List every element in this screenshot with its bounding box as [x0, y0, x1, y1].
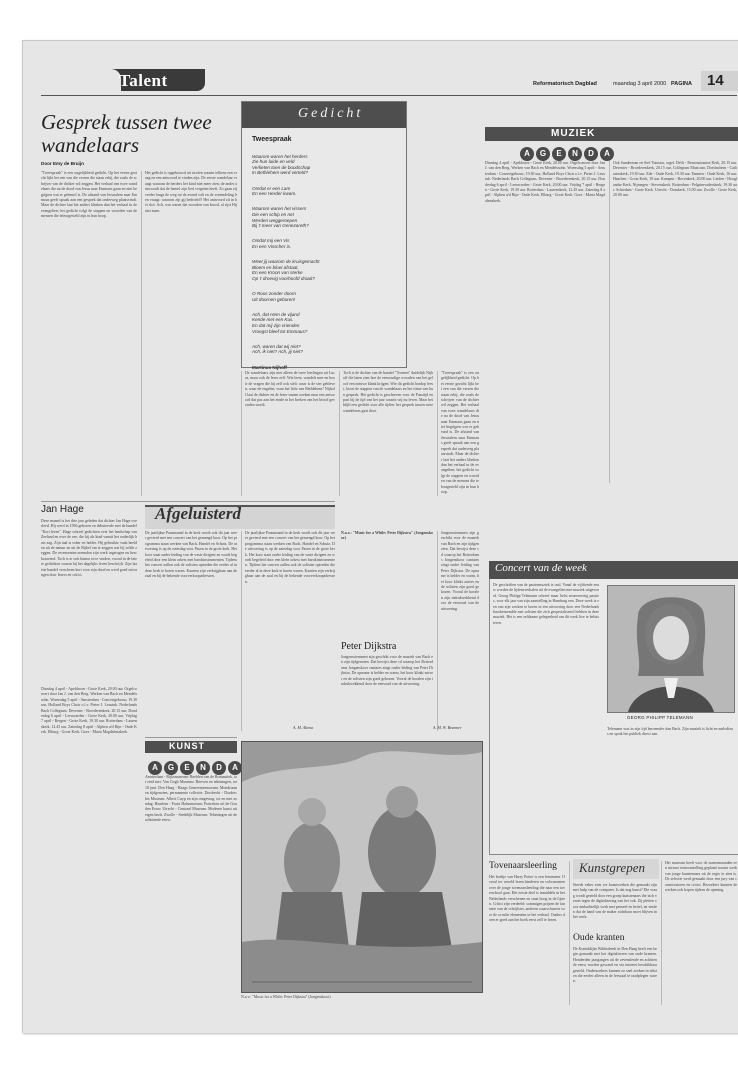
- poem-stanza: O Roos zonder doorn Uit doornen geboren!: [252, 291, 296, 302]
- agenda-letter: D: [584, 147, 598, 161]
- section-title: Talent: [119, 71, 168, 90]
- poem-author: Martinus Nijhoff: [252, 364, 287, 370]
- poem-stanza: Ach, dat Hem de vijand Kende met een Kus. En dat mij zijn vrienden Vroegst bleef tot Emmaus?: [252, 311, 308, 334]
- kunst-title: KUNST: [169, 741, 205, 751]
- right-bottom-body: Het museum heeft voor de zomermaanden een nieuwe tentoonstelling gepland waarin werk van jonge kunstenaars uit de regio te zien is. De selectie werd gemaakt door een jury van conservatoren en critici. Bezoekers kunnen de werken ook kopen tijdens de opening.: [665, 861, 737, 893]
- muziek-agenda-letters: [519, 143, 615, 161]
- agenda-letter: E: [180, 761, 194, 775]
- engraving-illustration: [241, 741, 483, 993]
- jan-hage-title: Jan Hage: [41, 504, 84, 515]
- oude-kranten-body: De Koninklijke Bibliotheek in Den Haag heeft een begin gemaakt met het digitaliseren van oude kranten. Honderden jaargangen uit de zeventiende en achttiende eeuw worden gescand en via internet beschikbaar gesteld. Onderzoekers kunnen zo snel zoeken in teksten die eerder alleen in de leeszaal te raadplegen waren.: [573, 947, 657, 984]
- kunstgrepen-title: Kunstgrepen: [579, 860, 645, 875]
- column-rule: [241, 371, 242, 496]
- poem-box-title: Gedicht: [298, 106, 364, 121]
- jan-hage-body-2: Dinsdag 4 april - Apeldoorn - Grote Kerk, 20.00 uur. Orgelconcert door Jan J. van den Berg. Werken van Bach en Mendelssohn. Woensdag 5 april - Amsterdam - Concertgebouw, 19.30 uur, Holland Boys Choir o.l.v. Pieter J. Leusink. Nederlands Bach Collegium. Deventer - Broederenkerk, 20.15 uur. Donderdag 6 april - Leeuwarden - Grote Kerk, 20.00 uur. Vrijdag 7 april - Bergen - Grote Kerk, 19.30 uur. Rotterdam - Laurenskerk, 12.45 uur. Zaterdag 8 april - Alphen a/d Rijn - Oude Kerk. Elburg - Grote Kerk. Goes - Maria Magdalenakerk.: [41, 687, 137, 735]
- poem-stanza: Ach, waren dat wij niet? Ach, ik niet? Ach, jij niet?: [252, 343, 303, 355]
- center-article-col: "Tweespraak" is een ongelijkheid gedicht. Op het eerste gezicht lijkt het een van die versen die staan erbij, die zoals de schrijver van de dichter wil zeggen. Het verhaal van twee wandelaars die na de dood van Jezus naar Emmaus gaan en niet begrijpen wat er gebeurd is. De afstand van Jeruzalem naar Emmaus geeft spraak aan een gesprek dat onderweg plaatsvindt. Maar de dichter laat het anders klinken dan het verhaal in de evangelien; het gedicht volgt de stappen en woorden van de mensen die teleurgesteld zijn in hun hoop.: [441, 371, 479, 494]
- muziek-band: [485, 127, 738, 141]
- agenda-letter: A: [520, 147, 534, 161]
- main-article-col-4: Toch is de dichter van de bundel "Vormen" duidelijk Nijhoff die laten zien hoe de eenvoudige woorden van het geloof een nieuwe klank krijgen. Wie dit gedicht hardop leest, hoort de stappen van de wandelaars en het ritme van hun gesprek. Het gedicht is geschreven voor de Paastijd en past bij de tijd van het jaar waarin wij nu leven. Maar het blijft een gedicht voor alle tijden: het gesprek tussen twee wandelaars gaat door.: [343, 371, 433, 413]
- engraving-svg: [242, 742, 482, 992]
- page-number: 14: [707, 72, 724, 89]
- main-article-byline: Door Emy de Bruijn: [41, 161, 84, 166]
- date-label: maandag 3 april 2000: [613, 81, 667, 87]
- muziek-title: MUZIEK: [551, 128, 596, 139]
- page-label: PAGINA: [671, 81, 692, 87]
- tovenaarsleerling-title: Tovenaarsleerling: [489, 861, 557, 871]
- peter-dijkstra-title: Peter Dijkstra: [341, 641, 397, 652]
- kunst-body: Amsterdam - Rijksmuseum: Beelden van de Romantiek, tot eind mei. Van Gogh Museum: Brieven en tekeningen, tot 18 juni. Den Haag - Haags Gemeentemuseum: Mondriaan en tijdgenoten, permanente collectie. Dordrecht - Dordrechts Museum: Albert Cuyp en zijn omgeving, tot en met zondag. Haarlem - Frans Halsmuseum: Portretten uit de Gouden Eeuw. Utrecht - Centraal Museum: Moderne kunst uit eigen bezit. Zwolle - Stedelijk Museum: Tekeningen uit de achttiende eeuw.: [145, 775, 237, 823]
- agenda-letter: D: [212, 761, 226, 775]
- agenda-letter: E: [552, 147, 566, 161]
- peter-dijkstra-signature: A. M. W. Bezemer: [433, 725, 462, 730]
- muziek-col-1: Dinsdag 4 april - Apeldoorn - Grote Kerk, 20.00 uur. Orgelconcert door Jan J. van den Berg. Werken van Bach en Mendelssohn. Woensdag 5 april - Amsterdam - Concertgebouw, 19.30 uur, Holland Boys Choir o.l.v. Pieter J. Leusink. Nederlands Bach Collegium. Deventer - Broederenkerk, 20.15 uur. Donderdag 6 april - Leeuwarden - Grote Kerk, 20.00 uur. Vrijdag 7 april - Bergen - Grote Kerk, 19.30 uur. Rotterdam - Laurenskerk, 12.45 uur. Zaterdag 8 april - Alphen a/d Rijn - Oude Kerk. Elburg - Grote Kerk. Goes - Maria Magdalenakerk.: [485, 161, 605, 203]
- agenda-letter: A: [228, 761, 242, 775]
- column-rule: [241, 531, 242, 731]
- main-article-title: Gesprek tussen twee wandelaars: [41, 110, 212, 157]
- agenda-letter: N: [568, 147, 582, 161]
- peter-dijkstra-body: Jongensstemmen zijn geschikt voor de muziek van Bach en zijn tijdgenoten. Dat bewijst deze cd waarop het Rotterdams Jongenskoor cantates zingt onder leiding van Peter Dijkstra. De opname is helder en warm, het koor klinkt zuiver en de solisten zijn goed gekozen. Vooral de koralen zijn indrukwekkend door de eenvoud van de uitvoering.: [341, 655, 433, 687]
- header-rule: [41, 95, 737, 96]
- column-rule: [437, 371, 438, 496]
- poem-stanza: Waarom waren het herders Zie hun luide en veld Verlieten toen de boodschap In Bethlehem werd verteld?: [252, 153, 311, 176]
- agenda-letter: G: [164, 761, 178, 775]
- agenda-letter: N: [196, 761, 210, 775]
- paper-name: Reformatorisch Dagblad: [533, 81, 597, 87]
- section-rule: [145, 501, 335, 502]
- poem-box: [241, 101, 407, 368]
- column-rule: [661, 861, 662, 1005]
- oude-kranten-title: Oude kranten: [573, 933, 625, 943]
- poem-stanzas: [252, 148, 400, 376]
- telemann-caption: GEORG PHILIPP TELEMANN: [627, 715, 693, 720]
- main-article-col-3: De wandelaars zijn niet alleen de twee leerlingen uit Lucas, maar ook de lezer zelf. Wie leest, wandelt mee en hoort de vragen die hij zelf ook stelt: waar is de ster gebleven, waar de engelen, waar het licht van Bethlehem? Nijhoff laat de dichter en de lezer samen zoeken naar een antwoord dat pas aan het einde in het breken van het brood gevonden wordt.: [245, 371, 335, 408]
- column-rule: [437, 531, 438, 731]
- main-article-col-2: Het gedicht is opgebouwd uit strofen waarin telkens een vraag en een antwoord te vinden zijn. De eerste wandelaar vraagt waarom de herders het kind niet meer zien; de ander antwoordt dat de hemel zijn lied vergeten heeft. Zo gaan zij verder langs de weg tot de avond valt en de vreemdeling hen vraagt: waarom zijt gij bedroefd? Het antwoord zit in het slot: Ach, wat waren dat woorden van brood, al rijst Hij niet meer.: [145, 171, 237, 213]
- column-rule: [141, 171, 142, 496]
- header-bar: [23, 41, 738, 97]
- telemann-portrait: [607, 585, 735, 713]
- agenda-letter: A: [600, 147, 614, 161]
- afgeluisterd-title: Afgeluisterd: [155, 504, 241, 523]
- kunst-agenda-letters: [147, 757, 243, 775]
- peter-dijkstra-col-2: Jongensstemmen zijn geschikt voor de muziek van Bach en zijn tijdgenoten. Dat bewijst deze cd waarop het Rotterdams Jongenskoor cantates zingt onder leiding van Peter Dijkstra. De opname is helder en warm, het koor klinkt zuiver en de solisten zijn goed gekozen. Vooral de koralen zijn indrukwekkend door de eenvoud van de uitvoering.: [441, 531, 479, 611]
- poem-stanza: Weet jij waarom de kruisgemacht Bloem en bloei afstaat, En een Kroon van sterke Op 't droevig voorhoofd draait?: [252, 259, 320, 281]
- jan-hage-body: Deze maand is het drie jaar geleden dat dichter Jan Hage overleed. Hij werd in 1956 geboren en debuteerde met de bundel "Kort leven". Hage schreef gedichten over het landschap van Zeeland en over de zee, die hij als kind vanuit het ouderlijk huis zag. Zijn taal is sober en helder. Hij gebruikte vaak beelden uit de natuur en uit de Bijbel om te zeggen wat hij wilde zeggen. De recensenten noemden zijn werk ingetogen en beschouwend. Toch is er ook humor in te vinden, vooral in de latere gedichten waarin hij het dagelijks leven beschrijft. Zijn laatste bundel verscheen kort voor zijn dood en werd goed ontvangen door lezers en critici.: [41, 519, 137, 578]
- poem-stanza: Omdat er een Lam En een Herder kwam.: [252, 185, 297, 197]
- muziek-col-2: Ook Sanderman en Stef Tuinstra, orgel. Delft - Remonstrantse Kerk, 20.15 uur. Deventer - Broederenkerk, 20.15 uur, Collegium Musicum. Doetinchem - Catharinakerk, 19.30 uur. Ede - Oude Kerk, 19.30 uur. Emmen - Oude Kerk, 16 uur. Haarlem - Grote Kerk, 19 uur. Kampen - Bovenkerk, 20.00 uur. Leiden - Hooglandse Kerk. Nijmegen - Stevenskerk. Rotterdam - Pelgrimvaderskerk, 19.30 uur. Schiedam - Grote Kerk. Utrecht - Domkerk, 15.00 uur. Zwolle - Grote Kerk, 20.00 uur.: [613, 161, 737, 198]
- kunstgrepen-body: Steeds vaker zien we kunstwerken die gemaakt zijn met hulp van de computer. Is dat nog kunst? Die vraag wordt gesteld door een groep kunstenaars die zich verzet tegen de digitalisering van het vak. Zij pleiten voor ambachtelijk werk met penseel en beitel, en vinden dat de hand van de maker zichtbaar moet blijven in het werk.: [573, 883, 657, 920]
- tovenaarsleerling-body: Het boekje van Harry Potter is een fenomeen. Overal ter wereld lezen kinderen en volwassenen over de jonge tovenaarsleerling die naar een toverschool gaat. Het eerste deel is inmiddels in het Nederlands verschenen en staat hoog in de lijsten. Critici zijn verdeeld: sommigen prijzen de fantasie van de schrijfster, anderen waarschuwen voor de occulte elementen in het verhaal. Ouders doen er goed aan het boek eerst zelf te lezen.: [489, 875, 565, 923]
- peter-dijkstra-intro: N.a.v.: "Music for a While: Peter Dijkstra" (Jongenskoor): [341, 531, 433, 541]
- afgeluisterd-col-2: De jaarlijkse Paasmaand in de kerk wordt ook dit jaar weer gevierd met een concert van het gemengd koor. Op het programma staan werken van Bach, Handel en Schutz. De uitvoering is op de zaterdag voor Pasen in de grote kerk. Het koor staat onder leiding van de vaste dirigent en wordt begeleid door een klein orkest met barokinstrumenten. Tijdens het concert zullen ook de solisten optreden die eerder al in deze kerk te horen waren. Kaarten zijn verkrijgbaar aan de zaal en bij de bekende voorverkoopadressen.: [245, 531, 335, 584]
- concert-body: De geschriften van de passiemuziek is oud. Vanaf de vijftiende eeuw worden de lijdensverhalen uit de evangelien met muziek uitgevoerd. Georg Philipp Telemann schreef maar liefst zesenveertig passies, voor elk jaar van zijn aanstelling in Hamburg een. Deze week is een van zijn werken te horen in een uitvoering door een Nederlands barokensemble met solisten die zich gespecialiseerd hebben in deze muziek. Het is een zeldzame gelegenheid om dit werk live te beluisteren.: [493, 583, 599, 625]
- agenda-letter: A: [148, 761, 162, 775]
- poem-title: Tweespraak: [252, 136, 292, 143]
- afgeluisterd-col-1: De jaarlijkse Paasmaand in de kerk wordt ook dit jaar weer gevierd met een concert van het gemengd koor. Op het programma staan werken van Bach, Handel en Schutz. De uitvoering is op de zaterdag voor Pasen in de grote kerk. Het koor staat onder leiding van de vaste dirigent en wordt begeleid door een klein orkest met barokinstrumenten. Tijdens het concert zullen ook de solisten optreden die eerder al in deze kerk te horen waren. Kaarten zijn verkrijgbaar aan de zaal en bij de bekende voorverkoopadressen.: [145, 531, 237, 579]
- column-rule: [569, 861, 570, 1005]
- poem-stanza: Waarom waren het vissers Die een schip en net Werden weggeroepen Bij 't meer van Genezareth?: [252, 206, 309, 229]
- engraving-caption: N.a.v.: "Music for a While: Peter Dijkstra" (Jongenskoor): [241, 995, 331, 999]
- afgeluisterd-signature: A. M. Altena: [293, 725, 314, 730]
- telemann-portrait-svg: [608, 586, 734, 712]
- section-rule: [145, 737, 237, 738]
- newspaper-page: [22, 40, 738, 1033]
- column-rule: [339, 371, 340, 496]
- section-rule: [41, 501, 161, 502]
- agenda-letter: G: [536, 147, 550, 161]
- main-article-col-1: "Tweespraak" is een ongelijkheid gedicht. Op het eerste gezicht lijkt het een van die versen die staan erbij, die zoals de schrijver van de dichter wil zeggen. Het verhaal van twee wandelaars die na de dood van Jezus naar Emmaus gaan en niet begrijpen wat er gebeurd is. De afstand van Jeruzalem naar Emmaus geeft spraak aan een gesprek dat onderweg plaatsvindt. Maar de dichter laat het anders klinken dan het verhaal in de evangelien; het gedicht volgt de stappen en woorden van de mensen die teleurgesteld zijn in hun hoop.: [41, 171, 137, 219]
- poem-stanza: Omdat mij een Vis En een Visscher is.: [252, 238, 292, 249]
- concert-body-2: Telemann was in zijn tijd beroemder dan Bach. Zijn muziek is licht en melodieus en sprak het publiek direct aan.: [607, 727, 733, 737]
- column-rule: [609, 161, 610, 483]
- concert-title: Concert van de week: [495, 562, 587, 574]
